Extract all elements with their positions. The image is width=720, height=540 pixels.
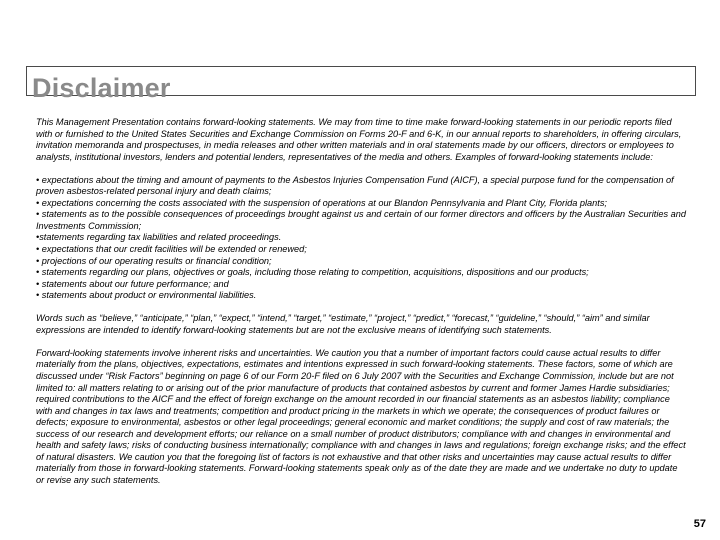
forward-looking-examples-list: [36, 175, 686, 302]
page-number: 57: [693, 518, 706, 530]
list-item: • projections of our operating results or financial condition;: [36, 255, 272, 266]
words-paragraph: Words such as “believe,” “anticipate,” “plan,” “expect,” “intend,” “target,” “estimate,” “project,” “predict,” “forecast,” “guideline,” “should,” “aim” and similar expressions are intended to identify forward-looking statements but are not the exclusive means of identifying such statements.: [36, 313, 650, 335]
intro-paragraph: This Management Presentation contains forward-looking statements. We may from time to time make forward-looking statements in our periodic reports filed with or furnished to the United States Securities and Exchange Commission on Forms 20-F and 6-K, in our annual reports to shareholders, in offering circulars, invitation memoranda and prospectuses, in media releases and other written materials and in oral statements made by our officers, directors or employees to analysts, institutional investors, lenders and potential lenders, representatives of the media and others. Examples of forward-looking statements include:: [36, 117, 682, 162]
paragraph-spacer: [36, 336, 686, 348]
risks-paragraph: Forward-looking statements involve inherent risks and uncertainties. We caution you that a number of important factors could cause actual results to differ materially from the plans, objectives, expectations, estimates and intentions expressed in such forward-looking statements. These factors, some of which are discussed under “Risk Factors” beginning on page 6 of our Form 20-F filed on 6 July 2007 with the Securities and Exchange Commission, include but are not limited to: all matters relating to or arising out of the prior manufacture of products that contained asbestos by current and former James Hardie subsidiaries; required contributions to the AICF and the effect of foreign exchange on the amount recorded in our financial statements as an asbestos liability; compliance with and changes in tax laws and treatments; competition and product pricing in the markets in which we operate; the consequences of product failures or defects; exposure to environmental, asbestos or other legal proceedings; general economic and market conditions; the supply and cost of raw materials; the success of our research and development efforts; our reliance on a small number of product distributors; compliance with and changes in environmental and health and safety laws; risks of conducting business internationally; compliance with and changes in laws and regulations; foreign exchange risks; and the effect of natural disasters. We caution you that the foregoing list of factors is not exhaustive and that other risks and uncertainties may cause actual results to differ materially from those in forward-looking statements. Forward-looking statements speak only as of the date they are made and we undertake no duty to update or revise any such statements.: [36, 347, 686, 485]
list-item: • expectations that our credit facilities will be extended or renewed;: [36, 244, 307, 255]
disclaimer-body: [36, 117, 686, 487]
list-item: • statements regarding our plans, objectives or goals, including those relating to competition, acquisitions, dispositions and our products;: [36, 267, 589, 278]
paragraph-spacer: [36, 163, 686, 175]
list-item: • expectations about the timing and amount of payments to the Asbestos Injuries Compensation Fund (AICF), a special purpose fund for the compensation of proven asbestos-related personal injury and death claims;: [36, 174, 674, 197]
list-item: • statements about our future performance; and: [36, 278, 229, 289]
paragraph-spacer: [36, 302, 686, 314]
list-item: • statements as to the possible consequences of proceedings brought against us and certain of our former directors and officers by the Australian Securities and Investments Commission;: [36, 209, 686, 231]
list-item: •statements regarding tax liabilities and related proceedings.: [36, 232, 282, 243]
list-item: • statements about product or environmental liabilities.: [36, 290, 257, 301]
list-item: • expectations concerning the costs associated with the suspension of operations at our Blandon Pennsylvania and Plant City, Florida plants;: [36, 197, 607, 208]
slide-title: Disclaimer: [32, 73, 171, 103]
